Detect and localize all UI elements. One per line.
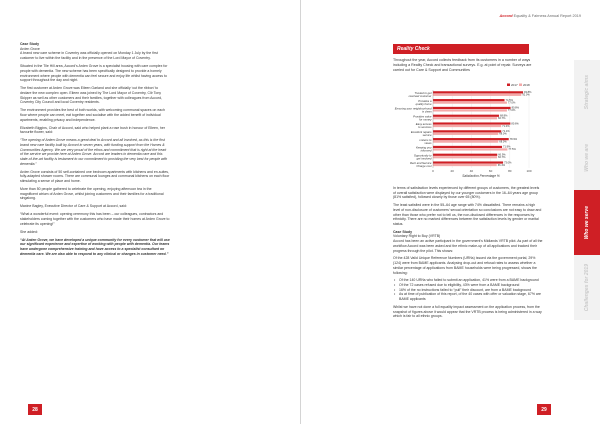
- quote: “At Arden Grove, we have developed a unique community for every customer that will use our significant experience and expertise of working with people with dementia. Our teams have undergone comprehensive training and have access to a specialist consultant on dementia care. We are also able to respond to any clinical or changes in customer need.”: [20, 237, 170, 256]
- intro-text: [393, 58, 543, 76]
- bar: [433, 130, 501, 132]
- satisfaction-chart-svg: [393, 82, 545, 182]
- right-page: [300, 0, 600, 424]
- y-tick-label: Trusted to get resolved customer: [408, 91, 432, 99]
- y-tick-label: Opportunity to get involved: [413, 153, 432, 161]
- case-study-arden-grove: [20, 42, 170, 260]
- data-label: 68.0%: [499, 132, 507, 136]
- paragraph: She added:: [20, 229, 38, 234]
- x-axis-title: Satisfaction Percentage %: [462, 174, 500, 178]
- satisfaction-chart: [393, 82, 545, 182]
- bullet-list: [393, 278, 543, 302]
- data-label: 93.8%: [524, 91, 532, 95]
- legend-label: 2017: [511, 82, 518, 87]
- bar: [433, 164, 497, 166]
- list-item: • 16% of the no instructions failed to “pull” their discount, are from a BAME background: [393, 288, 543, 293]
- y-tick-label: Rent and Service Charge cost: [410, 161, 432, 169]
- bar: [433, 125, 501, 127]
- bar: [433, 156, 497, 158]
- bar: [433, 91, 523, 93]
- paragraph: Accord has been an active participant in the government’s Midlands VRTB pilot. As part of all the workflow Accord was been asked and the ethnic make-up of all applications and tracked their progress through the pilot. This shows:: [393, 239, 543, 253]
- legend-label: 2018: [523, 82, 530, 87]
- legend-swatch: [507, 84, 510, 87]
- y-tick-label: Ensuring your neighbourhood is clean: [394, 106, 432, 114]
- list-item: • Of the 72 cases refused due to eligibility, 43% were from a BAME background: [393, 283, 543, 288]
- data-label: 68.8%: [500, 114, 508, 118]
- data-label: 71.0%: [502, 124, 510, 128]
- case-study-title: Case Study: [393, 229, 413, 234]
- data-label: 92.0%: [522, 93, 530, 97]
- paragraph: The first customer at Arden Grove was Eileen Garland and she officially ‘cut the ribbon’ to declare the new complex open. Eileen was joined by The Lord Mayor of Coventry, Cllr Tony Skipper as well as other customers and their families, together with colleagues from Accord, Coventry City Council and local Coventry residents.: [20, 86, 163, 105]
- paragraph: The least satisfied were in the 55–64 age range with 74% dissatisfied. There remains a high level of non-disclosure of customers’ sexual orientation so conclusions are not easy to draw and other than those who prefer not to tell us, the non-disclosed differences in the responses by ethnicity. There are no marked differences between the satisfaction levels by gender or marital status.: [393, 203, 542, 227]
- body-text: [393, 186, 543, 322]
- tab-challenges-2019[interactable]: [574, 255, 600, 320]
- paragraph: Of the 428 Valid Unique Reference Numbers (URNs) issued via the government portal, 29% (124) were from BAME applicants. Analysing drop-out and refusal rates to assess whether a similar percentage of applications from BAME households were being progressed, shows the following:: [393, 256, 537, 275]
- bar: [433, 133, 498, 135]
- data-label: 80.6%: [511, 122, 519, 126]
- y-tick-label: Excellent repairs service: [410, 130, 432, 138]
- paragraph: More than 50 people gathered to celebrate the opening, enjoying afternoon tea in the magnificent atrium of Arden Grove, whilst joining customers and their families for a traditional singalong.: [20, 187, 164, 201]
- section-tabs: [574, 60, 600, 320]
- y-tick-label: Listens to views: [419, 137, 432, 145]
- paragraph: In terms of satisfaction levels experienced by different groups of customers, the greatest levels of overall satisfaction were displayed by our younger customers in the 16–64 years age group (81% satisfied), followed closely by those over 65 (80%).: [393, 186, 540, 200]
- bar: [433, 161, 503, 163]
- bar: [433, 117, 497, 119]
- data-label: 66.7%: [498, 156, 506, 160]
- y-tick-label: Provides value for money: [413, 114, 432, 122]
- paragraph: Situated in the Tile Hill area, Accord’s Arden Grove is a specialist housing with care complex for people with dementia. The new scheme has been specifically designed to provide a homely environment where people with dementia can feel secure and enjoy life whilst having access to support throughout the day and night.: [20, 64, 168, 83]
- bar: [433, 102, 507, 104]
- bar: [433, 107, 511, 109]
- bar: [433, 138, 509, 140]
- data-label: 66.4%: [497, 163, 506, 167]
- data-label: 80.8%: [511, 106, 519, 110]
- y-tick-label: Keeping you informed: [415, 145, 432, 153]
- x-tick-label: 60: [488, 169, 493, 173]
- page-number: 28: [28, 404, 42, 415]
- tab-label: Strategic aims: [584, 75, 590, 110]
- bar: [433, 115, 499, 117]
- tab-strategic-aims[interactable]: [574, 60, 600, 125]
- x-tick-label: 20: [450, 169, 454, 173]
- tab-label: Who we are: [584, 143, 590, 172]
- y-tick-label: Easy access to services: [415, 122, 432, 130]
- x-tick-label: 80: [508, 169, 512, 173]
- data-label: 66.9%: [498, 153, 506, 157]
- paragraph: Throughout the year, Accord collects feedback from its customers in a number of ways including a Reality Check and transactional surveys. E.g. at point of repair. Surveys are carried out for Care & Support and Communities: [393, 58, 532, 72]
- data-label: 77.0%: [507, 101, 516, 105]
- page-number: 29: [537, 404, 551, 415]
- x-tick-label: 40: [469, 169, 474, 173]
- tab-who-we-serve[interactable]: [574, 190, 600, 255]
- data-label: 71.1%: [502, 130, 510, 134]
- data-label: 71.9%: [503, 145, 511, 149]
- bar: [433, 141, 498, 143]
- x-tick-label: 0: [432, 169, 434, 173]
- y-tick-label: Provides a quality home: [415, 98, 432, 106]
- tab-label: Challenges for 2019: [584, 263, 590, 312]
- data-label: 77.0%: [507, 109, 516, 113]
- paragraph: Elizabeth Biggins, Chair of Accord, said who helped plant a rose bush in honour of Eileen, her favourite flower, said:: [20, 125, 165, 135]
- quote: “The opening of Arden Grove means a great deal to Accord and all involved, as this is the first brand new care facility built by Accord in seven years, with funding support from the Homes & Communities Agency. We are very proud of the ethos and commitment that is right at the heart of the service we provide here at Arden Grove. Accord are leaders in dementia care and this state-of-the-art facility is testament to our commitment to providing the very best for people with dementia.”: [20, 138, 168, 166]
- data-label: 68.0%: [499, 140, 507, 144]
- data-label: 78.9%: [509, 137, 518, 141]
- case-study-subtitle: Voluntary Right to Buy (VRTB): [393, 234, 441, 239]
- case-study-title: Case Study: [20, 42, 40, 46]
- paragraph: The environment provides the best of both worlds, with welcoming communal spaces on each floor where people can meet, eat together and socialise with the added benefit of individual apartments, enabling privacy and independence.: [20, 108, 165, 122]
- paragraph: A brand new care scheme in Coventry was officially opened on Monday 1 July by the first customer to live within the facility and in the presence of the Lord Mayor of Coventry.: [20, 51, 158, 61]
- tab-who-we-are[interactable]: [574, 125, 600, 190]
- x-tick-label: 100: [526, 169, 532, 173]
- running-header: [451, 14, 581, 18]
- paragraph: Whilst we have not done a full equality impact assessment on the application process, from the snapshot of figures above it would appear that the VRTB process is being administered in a way which is fair to all ethnic groups.: [393, 304, 542, 319]
- list-item: • As at time of publication of this report, of the 40 cases with offer or valuation stage, 67% are BAME applicants: [393, 292, 543, 301]
- list-item: • Of the 140 URNs who failed to submit an application, 41% were from a BAME background: [393, 278, 543, 283]
- section-banner: Reality Check: [393, 44, 529, 54]
- bar: [433, 99, 505, 101]
- bar: [433, 146, 502, 148]
- data-label: 73.0%: [504, 161, 512, 165]
- data-label: 77.5%: [508, 148, 516, 152]
- header-org: Accord: [499, 14, 513, 18]
- paragraph: Arden Grove consists of 50 self-contained one bedroom apartments with kitchens and en-suites, fully-adapted shower rooms. There are communal lounges and communal kitchens on each floor stimulating a sense of place and home.: [20, 169, 170, 184]
- bar: [433, 94, 521, 96]
- data-label: 66.7%: [498, 117, 506, 121]
- paragraph: Maxine Bagley, Executive Director of Care & Support at Accord, said:: [20, 204, 127, 209]
- bar: [433, 109, 507, 111]
- legend-swatch: [519, 84, 522, 87]
- header-report-title: Equality & Fairness Annual Report 2019: [513, 14, 581, 18]
- case-study-subtitle: Arden Grove: [20, 46, 40, 51]
- data-label: 74.5%: [505, 98, 513, 102]
- bar: [433, 148, 507, 150]
- paragraph: “What a wonderful event: opening ceremony this has been – our colleagues, contractors and stakeholders coming together with the customers who have made their homes at Arden Grove to celebrate its opening!”: [20, 212, 170, 226]
- bar: [433, 122, 510, 124]
- tab-label: Who we serve: [584, 205, 590, 240]
- bar: [433, 154, 497, 156]
